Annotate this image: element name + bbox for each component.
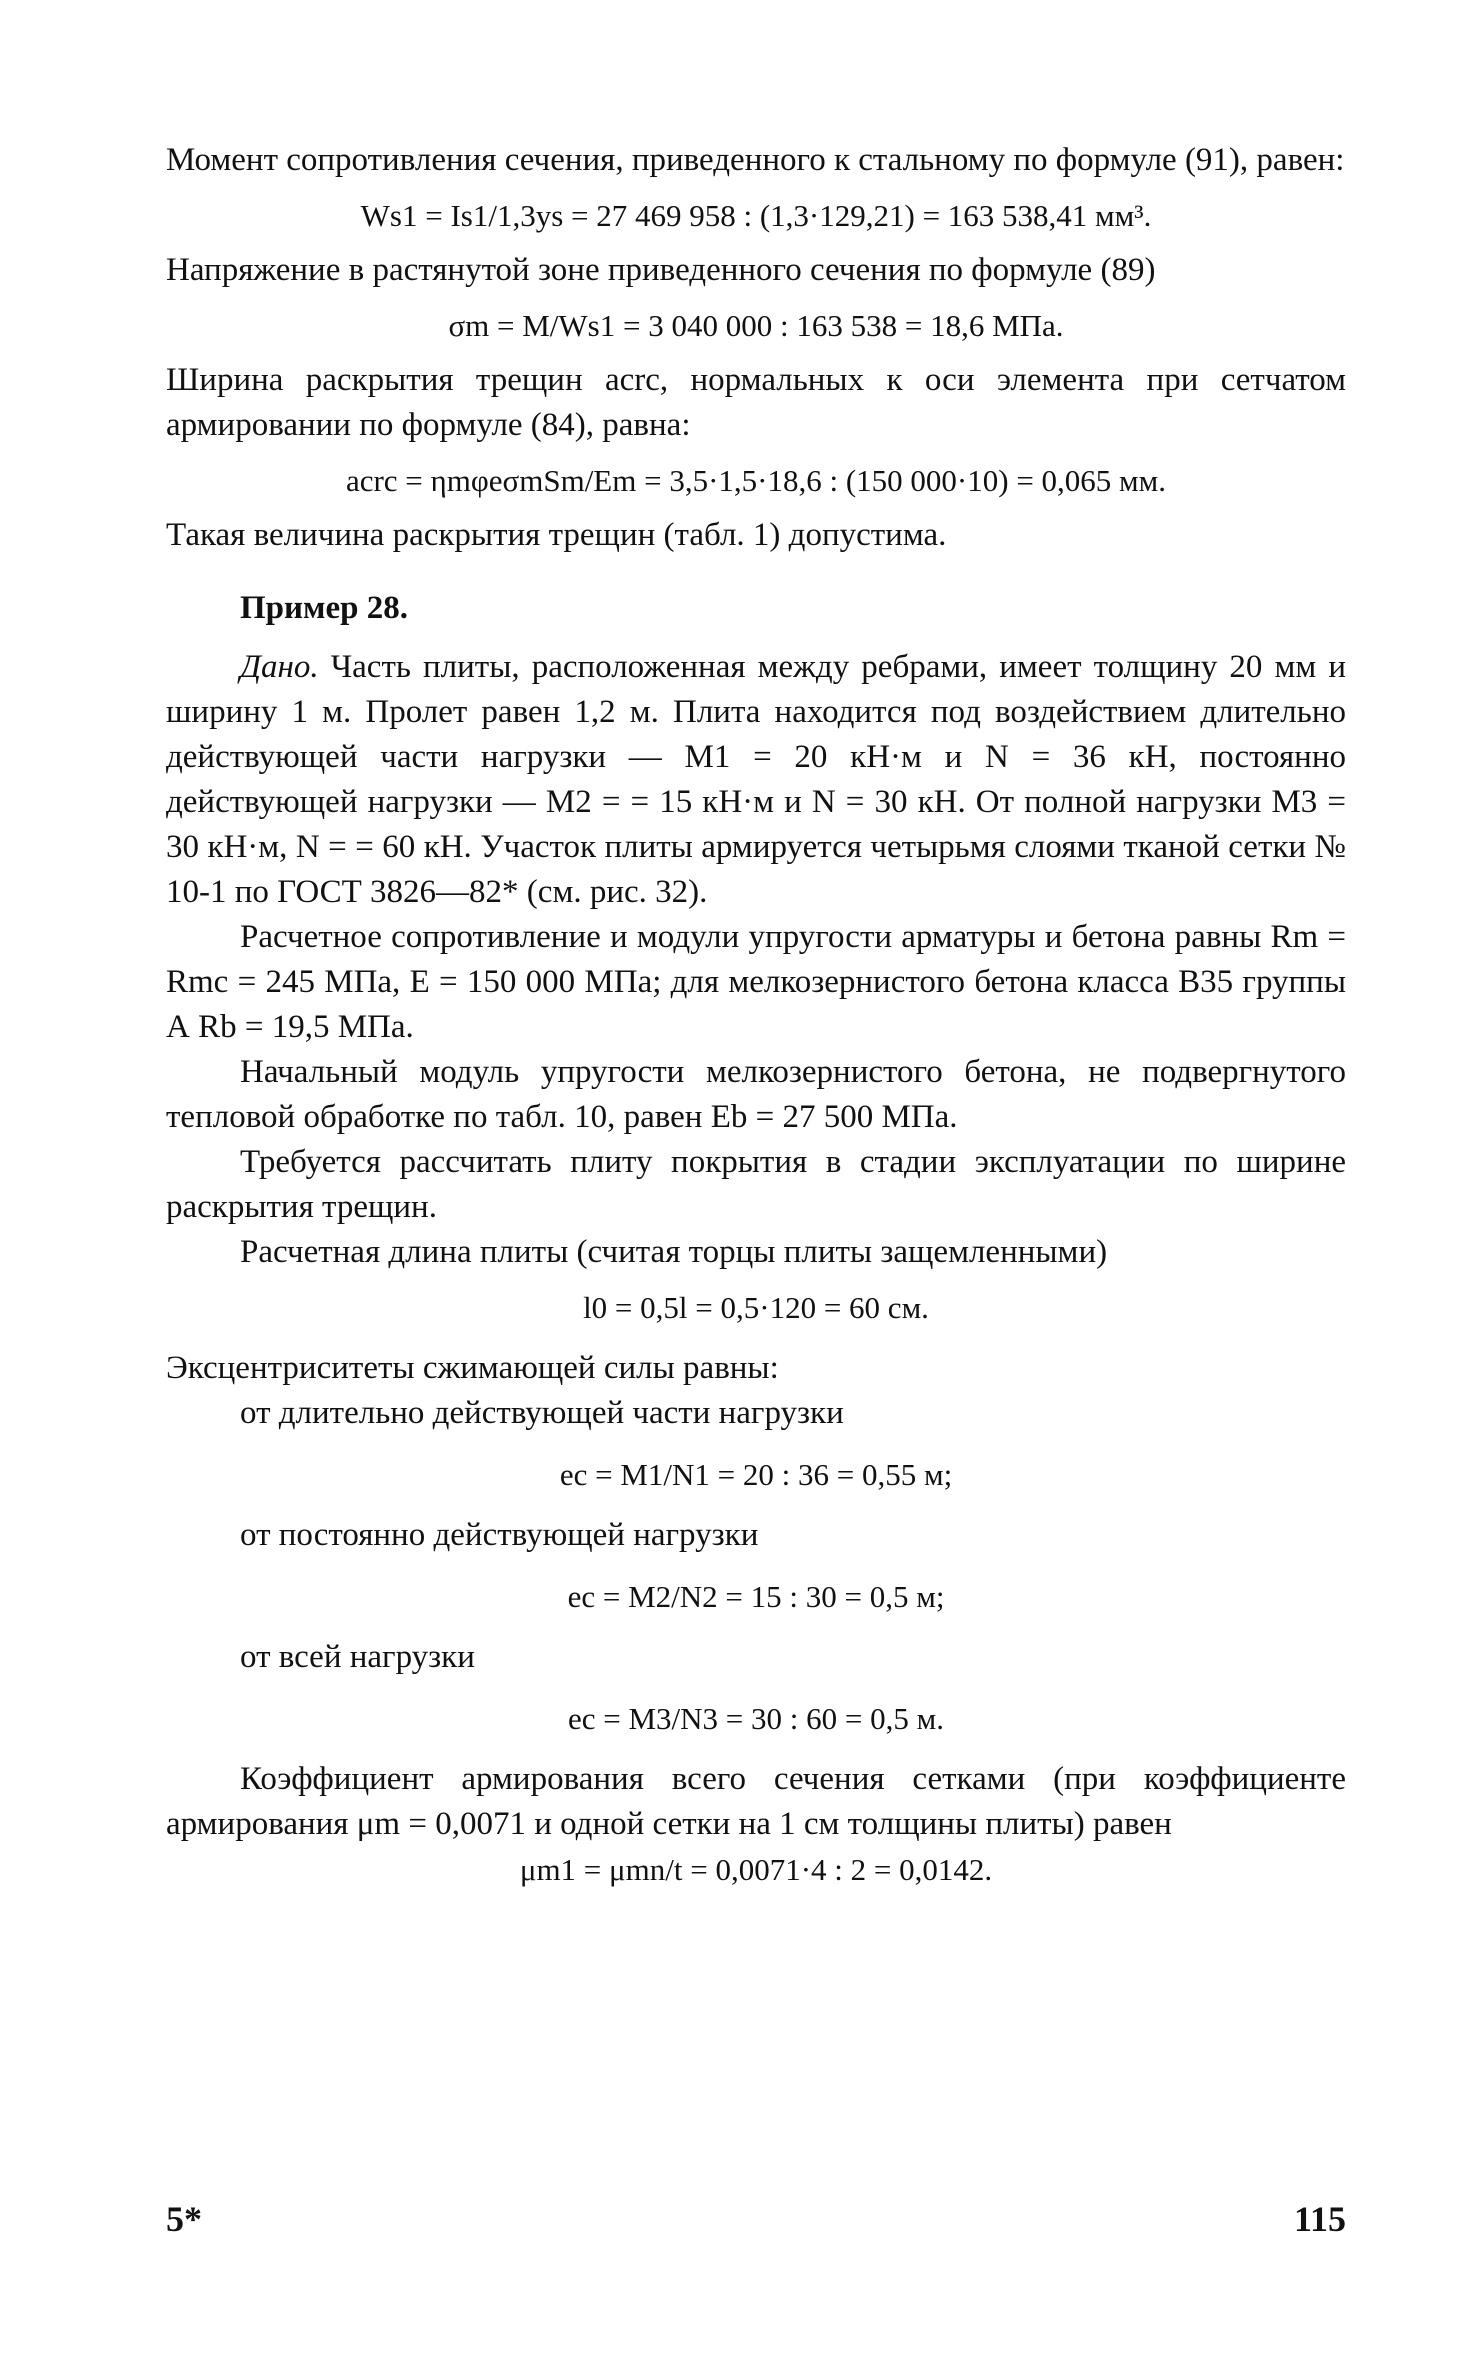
paragraph-reinforcement-ratio: Коэффициент армирования всего сечения сетками (при коэффициенте армирования μm = 0,0071 и одной сетки на 1 см толщины плиты) равен (166, 1761, 1346, 1842)
paragraph-design-length: Расчетная длина плиты (считая торцы плиты защемленными) (240, 1234, 1108, 1270)
paragraph-total-load: от всей нагрузки (240, 1639, 475, 1675)
signature-mark: 5* (166, 2199, 202, 2239)
page-number: 115 (1293, 2199, 1346, 2239)
paragraph-tension-stress: Напряжение в растянутой зоне приведенного сечения по формуле (89) (166, 252, 1156, 288)
formula-tension-stress: σm = M/Ws1 = 3 040 000 : 163 538 = 18,6 МПа. (448, 308, 1064, 343)
paragraph-initial-modulus: Начальный модуль упругости мелкозернистого бетона, не подвергнутого тепловой обработке по табл. 10, равен Eb = 27 500 МПа. (166, 1054, 1346, 1135)
given-text: Часть плиты, расположенная между ребрами, имеет толщину 20 мм и ширину 1 м. Пролет равен 1,2 м. Плита находится под воздействием длительно действующей части нагрузки — M1 = 20 кН·м и N = 36 кН, постоянно действующей нагрузки — M2 = = 15 кН·м и N = 30 кН. От полной нагрузки M3 = 30 кН·м, N = = 60 кН. Участок плиты армируется четырьмя слоями тканой сетки № 10-1 по ГОСТ 3826—82* (см. рис. 32). (166, 649, 1346, 910)
formula-eccentricity-total: ec = M3/N3 = 30 : 60 = 0,5 м. (567, 1701, 944, 1736)
paragraph-design-resistance: Расчетное сопротивление и модули упругости арматуры и бетона равны Rm = Rmc = 245 МПа, E = 150 000 МПа; для мелкозернистого бетона класса В35 группы А Rb = 19,5 МПа. (166, 919, 1346, 1045)
paragraph-section-modulus: Момент сопротивления сечения, приведенного к стальному по формуле (91), равен: (166, 142, 1345, 178)
page-content (166, 138, 1346, 1892)
paragraph-requirement: Требуется рассчитать плиту покрытия в стадии эксплуатации по ширине раскрытия трещин. (166, 1144, 1346, 1225)
paragraph-given (166, 645, 1346, 915)
paragraph-permanent-load: от постоянно действующей нагрузки (240, 1517, 759, 1553)
formula-section-modulus: Ws1 = Is1/1,3ys = 27 469 958 : (1,3·129,21) = 163 538,41 мм³. (360, 198, 1152, 233)
formula-design-length: l0 = 0,5l = 0,5·120 = 60 см. (583, 1290, 929, 1325)
paragraph-crack-width: Ширина раскрытия трещин acrc, нормальных к оси элемента при сетчатом армировании по формуле (84), равна: (166, 362, 1346, 443)
paragraph-crack-conclusion: Такая величина раскрытия трещин (табл. 1) допустима. (166, 517, 947, 553)
formula-reinforcement-ratio: μm1 = μmn/t = 0,0071·4 : 2 = 0,0142. (519, 1852, 993, 1887)
given-lead: Дано. (240, 649, 319, 685)
paragraph-eccentricities: Эксцентриситеты сжимающей силы равны: (166, 1350, 779, 1386)
formula-eccentricity-long: ec = M1/N1 = 20 : 36 = 0,55 м; (559, 1457, 953, 1492)
formula-eccentricity-permanent: ec = M2/N2 = 15 : 30 = 0,5 м; (567, 1579, 945, 1614)
formula-crack-width: acrc = ηmφeσmSm/Em = 3,5·1,5·18,6 : (150 000·10) = 0,065 мм. (345, 463, 1167, 498)
paragraph-long-term-load: от длительно действующей части нагрузки (240, 1395, 844, 1431)
example-heading: Пример 28. (240, 590, 409, 626)
